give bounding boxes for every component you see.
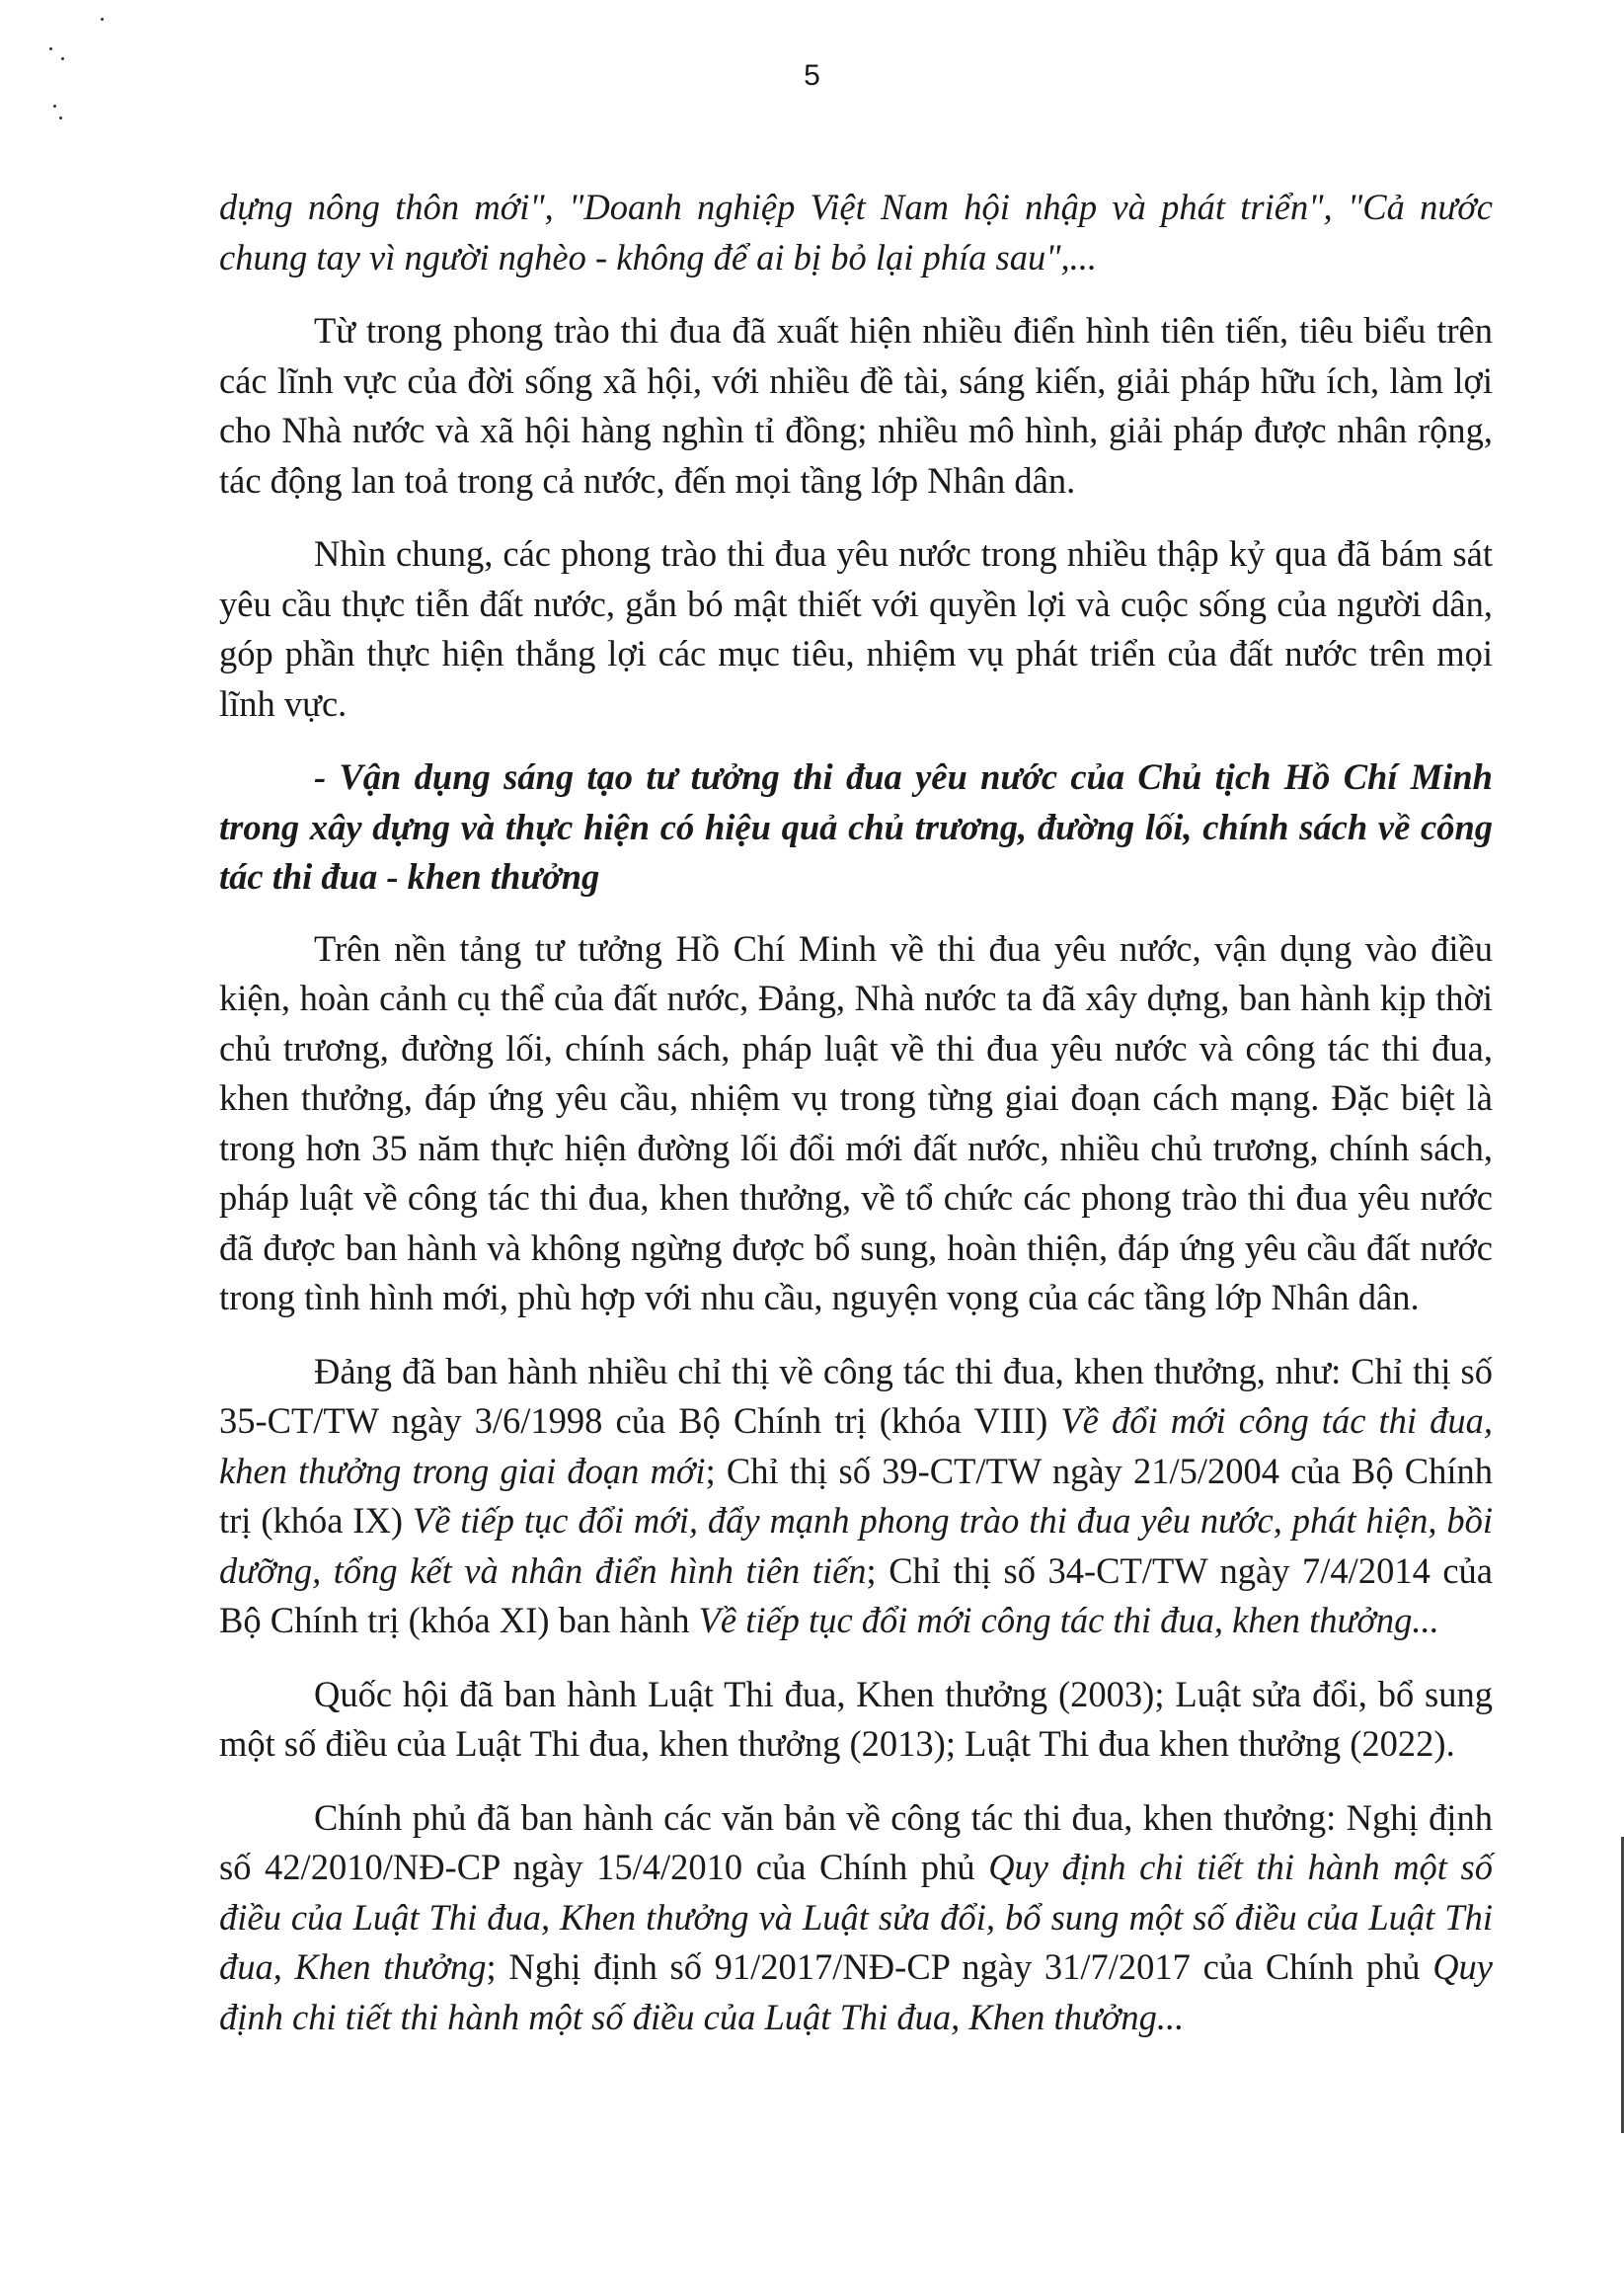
paragraph-party-directives: Đảng đã ban hành nhiều chỉ thị về công tác thi đua, khen thưởng, như: Chỉ thị số 35-CT/TW ngày 3/6/1998 của Bộ Chính trị (khóa VIII) Về đổi mới công tác thi đua, khen thưởng trong giai đoạn mới; Chỉ thị số 39-CT/TW ngày 21/5/2004 của Bộ Chính trị (khóa IX) Về tiếp tục đổi mới, đẩy mạnh phong trào thi đua yêu nước, phát hiện, bồi dưỡng, tổng kết và nhân điển hình tiên tiến; Chỉ thị số 34-CT/TW ngày 7/4/2014 của Bộ Chính trị (khóa XI) ban hành Về tiếp tục đổi mới công tác thi đua, khen thưởng... [219,1350,1493,1640]
scan-speck [49,47,52,50]
scan-speck [53,105,56,108]
paragraph-national-assembly: Quốc hội đã ban hành Luật Thi đua, Khen thưởng (2003); Luật sửa đổi, bổ sung một số điều của Luật Thi đua, khen thưởng (2013); Luật Thi đua khen thưởng (2022). [219,1673,1493,1764]
paragraph-exemplars: Từ trong phong trào thi đua đã xuất hiện nhiều điển hình tiên tiến, tiêu biểu trên các lĩnh vực của đời sống xã hội, với nhiều đề tài, sáng kiến, giải pháp hữu ích, làm lợi cho Nhà nước và xã hội hàng nghìn tỉ đồng; nhiều mô hình, giải pháp được nhân rộng, tác động lan toả trong cả nước, đến mọi tầng lớp Nhân dân. [219,310,1493,501]
scan-speck [59,117,62,119]
document-body [219,183,1493,2066]
paragraph-government-decrees: Chính phủ đã ban hành các văn bản về công tác thi đua, khen thưởng: Nghị định số 42/2010/NĐ-CP ngày 15/4/2010 của Chính phủ Quy định chi tiết thi hành một số điều của Luật Thi đua, Khen thưởng và Luật sửa đổi, bổ sung một số điều của Luật Thi đua, Khen thưởng; Nghị định số 91/2017/NĐ-CP ngày 31/7/2017 của Chính phủ Quy định chi tiết thi hành một số điều của Luật Thi đua, Khen thưởng... [219,1796,1493,2037]
page-number: 5 [804,59,820,92]
paragraph-foundation: Trên nền tảng tư tưởng Hồ Chí Minh về thi đua yêu nước, vận dụng vào điều kiện, hoàn cảnh cụ thể của đất nước, Đảng, Nhà nước ta đã xây dựng, ban hành kịp thời chủ trương, đường lối, chính sách, pháp luật về thi đua yêu nước và công tác thi đua, khen thưởng, đáp ứng yêu cầu, nhiệm vụ trong từng giai đoạn cách mạng. Đặc biệt là trong hơn 35 năm thực hiện đường lối đổi mới đất nước, nhiều chủ trương, chính sách, pháp luật về công tác thi đua, khen thưởng, về tổ chức các phong trào thi đua yêu nước đã được ban hành và không ngừng được bổ sung, hoàn thiện, đáp ứng yêu cầu đất nước trong tình hình mới, phù hợp với nhu cầu, nguyện vọng của các tầng lớp Nhân dân. [219,927,1493,1317]
paragraph-overview: Nhìn chung, các phong trào thi đua yêu nước trong nhiều thập kỷ qua đã bám sát yêu cầu thực tiễn đất nước, gắn bó mật thiết với quyền lợi và cuộc sống của người dân, góp phần thực hiện thắng lợi các mục tiêu, nhiệm vụ phát triển của đất nước trên mọi lĩnh vực. [219,533,1493,724]
paragraph-continuation: dựng nông thôn mới", "Doanh nghiệp Việt Nam hội nhập và phát triển", "Cả nước chung tay vì người nghèo - không để ai bị bỏ lại phía sau",... [219,187,1493,277]
scan-speck [101,18,104,21]
section-heading: - Vận dụng sáng tạo tư tưởng thi đua yêu nước của Chủ tịch Hồ Chí Minh trong xây dựng và thực hiện có hiệu quả chủ trương, đường lối, chính sách về công tác thi đua - khen thưởng [219,756,1493,897]
